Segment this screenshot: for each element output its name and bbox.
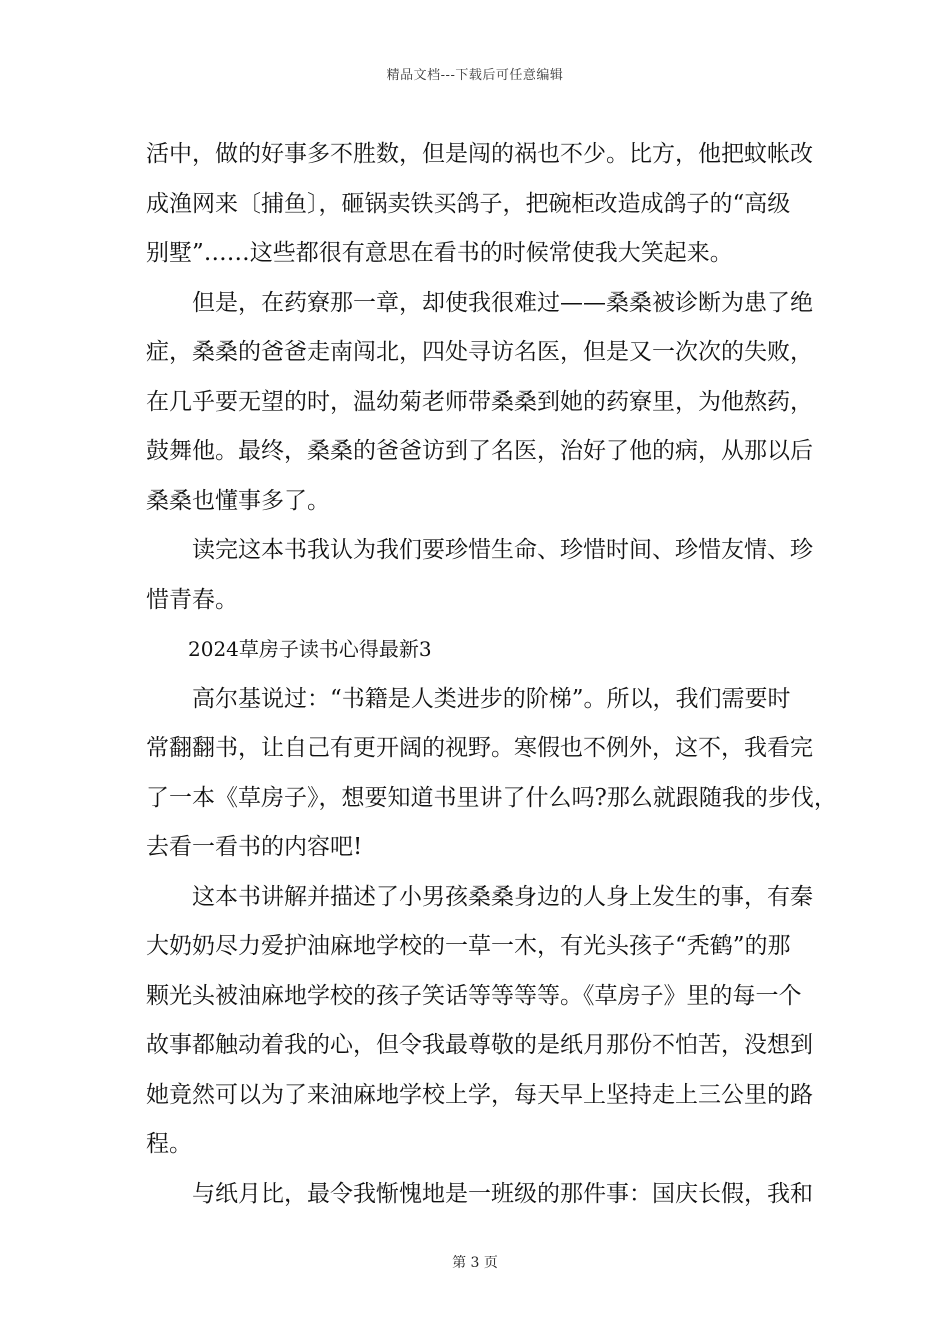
body-line: 桑桑也懂事多了。 bbox=[146, 487, 330, 514]
body-line: 去看一看书的内容吧! bbox=[146, 834, 363, 860]
body-line: 故事都触动着我的心，但令我最尊敬的是纸月那份不怕苦，没想到 bbox=[146, 1032, 813, 1058]
body-line: 程。 bbox=[146, 1131, 192, 1157]
body-line: 惜青春。 bbox=[146, 586, 238, 613]
paragraph-start-line: 但是，在药寮那一章，却使我很难过——桑桑被诊断为患了绝 bbox=[192, 289, 813, 316]
page-header: 精品文档---下载后可任意编辑 bbox=[386, 68, 564, 83]
body-line: 活中，做的好事多不胜数，但是闯的祸也不少。比方，他把蚊帐改 bbox=[146, 141, 813, 167]
paragraph-start-line: 读完这本书我认为我们要珍惜生命、珍惜时间、珍惜友情、珍 bbox=[192, 537, 813, 563]
body-line: 别墅”……这些都很有意思在看书的时候常使我大笑起来。 bbox=[146, 240, 733, 266]
body-line: 在几乎要无望的时，温幼菊老师带桑桑到她的药寮里，为他熬药， bbox=[146, 388, 813, 415]
page-number: 第 3 页 bbox=[452, 1255, 498, 1271]
body-line: 颗光头被油麻地学校的孩子笑话等等等等。《草房子》里的每一个 bbox=[146, 982, 802, 1009]
body-line: 症，桑桑的爸爸走南闯北，四处寻访名医，但是又一次次的失败， bbox=[146, 339, 813, 365]
body-line: 了一本《草房子》，想要知道书里讲了什么吗?那么就跟随我的步伐， bbox=[146, 784, 837, 811]
paragraph-start-line: 这本书讲解并描述了小男孩桑桑身边的人身上发生的事，有秦 bbox=[192, 883, 813, 910]
paragraph-start-line: 与纸月比，最令我惭愧地是一班级的那件事：国庆长假，我和 bbox=[192, 1180, 813, 1207]
body-line: 鼓舞他。最终，桑桑的爸爸访到了名医，治好了他的病，从那以后 bbox=[146, 438, 813, 464]
body-line: 常翻翻书，让自己有更开阔的视野。寒假也不例外，这不，我看完 bbox=[146, 735, 813, 761]
paragraph-start-line: 高尔基说过：“书籍是人类进步的阶梯”。所以，我们需要时 bbox=[192, 685, 791, 712]
document-body bbox=[146, 130, 837, 1219]
body-line: 成渔网来〔捕鱼〕，砸锅卖铁买鸽子，把碗柜改造成鸽子的“高级 bbox=[146, 190, 791, 217]
body-line: 她竟然可以为了来油麻地学校上学，每天早上坚持走上三公里的路 bbox=[146, 1081, 813, 1108]
section-heading: 2024草房子读书心得最新3 bbox=[188, 637, 432, 661]
body-line: 大奶奶尽力爱护油麻地学校的一草一木，有光头孩子“秃鹤”的那 bbox=[146, 933, 791, 959]
